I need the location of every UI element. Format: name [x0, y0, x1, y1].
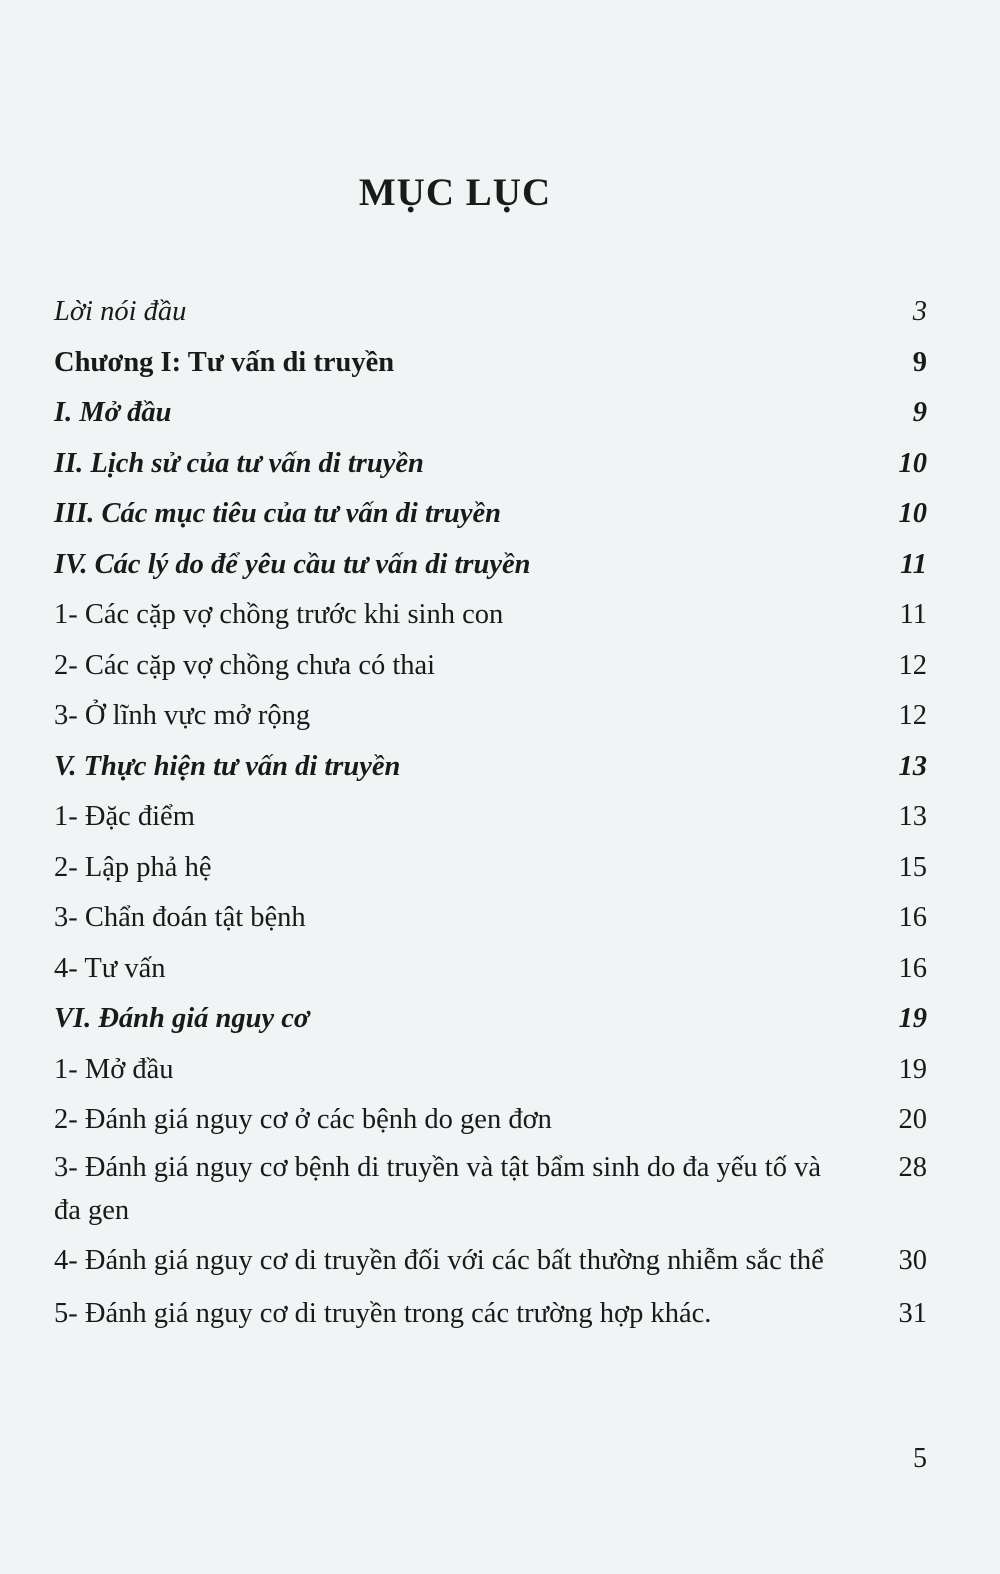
toc-entry-page: 28 [898, 1151, 927, 1183]
toc-entry-label: II. Lịch sử của tư vấn di truyền [54, 447, 424, 479]
toc-entry-label: 3- Đánh giá nguy cơ bệnh di truyền và tật bẩm sinh do đa yếu tố và đa gen [54, 1151, 821, 1226]
toc-entry-subsection [54, 792, 927, 843]
toc-entry-label: 2- Đánh giá nguy cơ ở các bệnh do gen đơn [54, 1104, 552, 1135]
toc-entry-subsection [54, 590, 927, 641]
toc-entry-page: 12 [898, 649, 927, 681]
toc-entry-preface [54, 287, 927, 338]
toc-entry-page: 16 [898, 952, 927, 984]
toc-entry-page: 13 [898, 750, 927, 782]
toc-entry-subsection [54, 1095, 927, 1146]
toc-entry-subsection [54, 691, 927, 742]
toc-entry-label: 1- Các cặp vợ chồng trước khi sinh con [54, 599, 504, 630]
toc-entry-page: 31 [898, 1297, 927, 1329]
toc-entry-label: Chương I: Tư vấn di truyền [54, 346, 395, 378]
toc-entry-label: 1- Đặc điểm [54, 801, 195, 832]
toc-entry-subsection [54, 641, 927, 692]
toc-entry-page: 9 [912, 397, 927, 428]
toc-entry-page: 19 [898, 1003, 927, 1034]
toc-entry-page: 16 [898, 902, 927, 933]
toc-entry-subsection [54, 1239, 927, 1289]
toc-entry-page: 3 [912, 296, 927, 327]
toc-entry-section [54, 439, 927, 490]
toc-entry-label: 5- Đánh giá nguy cơ di truyền trong các trường hợp khác. [54, 1297, 712, 1329]
toc-entry-page: 10 [898, 447, 927, 479]
toc-entry-label: 2- Lập phả hệ [54, 851, 212, 883]
toc-entry-page: 13 [898, 801, 927, 832]
toc-entry-label: 3- Ở lĩnh vực mở rộng [54, 700, 311, 731]
toc-entry-section [54, 489, 927, 540]
toc-entry-page: 11 [899, 599, 927, 630]
toc-entry-chapter [54, 338, 927, 389]
toc-entry-subsection [54, 1289, 927, 1340]
toc-entry-section [54, 540, 927, 591]
toc-entry-subsection [54, 944, 927, 995]
toc-entry-subsection [54, 1146, 927, 1239]
toc-entry-label: III. Các mục tiêu của tư vấn di truyền [54, 498, 501, 529]
toc-entry-label: VI. Đánh giá nguy cơ [54, 1003, 310, 1034]
toc-entry-label: Lời nói đầu [54, 296, 187, 327]
toc-entry-section [54, 994, 927, 1045]
toc-entry-label: I. Mở đầu [54, 397, 172, 428]
toc-entry-page: 12 [898, 700, 927, 731]
toc-entry-page: 9 [912, 346, 927, 378]
page-title: MỤC LỤC [358, 171, 552, 214]
toc-entry-page: 10 [898, 498, 927, 529]
toc-entry-label: 4- Tư vấn [54, 952, 166, 984]
toc-entry-page: 20 [898, 1104, 927, 1135]
table-of-contents [54, 287, 927, 1339]
toc-entry-label: 3- Chẩn đoán tật bệnh [54, 902, 306, 933]
toc-entry-page: 30 [898, 1244, 927, 1276]
toc-entry-section [54, 388, 927, 439]
toc-entry-page: 11 [900, 548, 927, 580]
toc-entry-label: IV. Các lý do để yêu cầu tư vấn di truyền [54, 548, 531, 580]
toc-entry-label: 2- Các cặp vợ chồng chưa có thai [54, 649, 436, 681]
toc-entry-section [54, 742, 927, 793]
toc-entry-label: 4- Đánh giá nguy cơ di truyền đối với các bất thường nhiễm sắc thể [54, 1244, 824, 1276]
toc-entry-page: 15 [898, 851, 927, 883]
toc-entry-label: V. Thực hiện tư vấn di truyền [54, 750, 401, 782]
toc-entry-label: 1- Mở đầu [54, 1053, 174, 1085]
toc-entry-subsection [54, 843, 927, 894]
toc-entry-subsection [54, 1045, 927, 1096]
toc-entry-page: 19 [898, 1053, 927, 1085]
toc-entry-subsection [54, 893, 927, 944]
page-number: 5 [913, 1443, 927, 1474]
